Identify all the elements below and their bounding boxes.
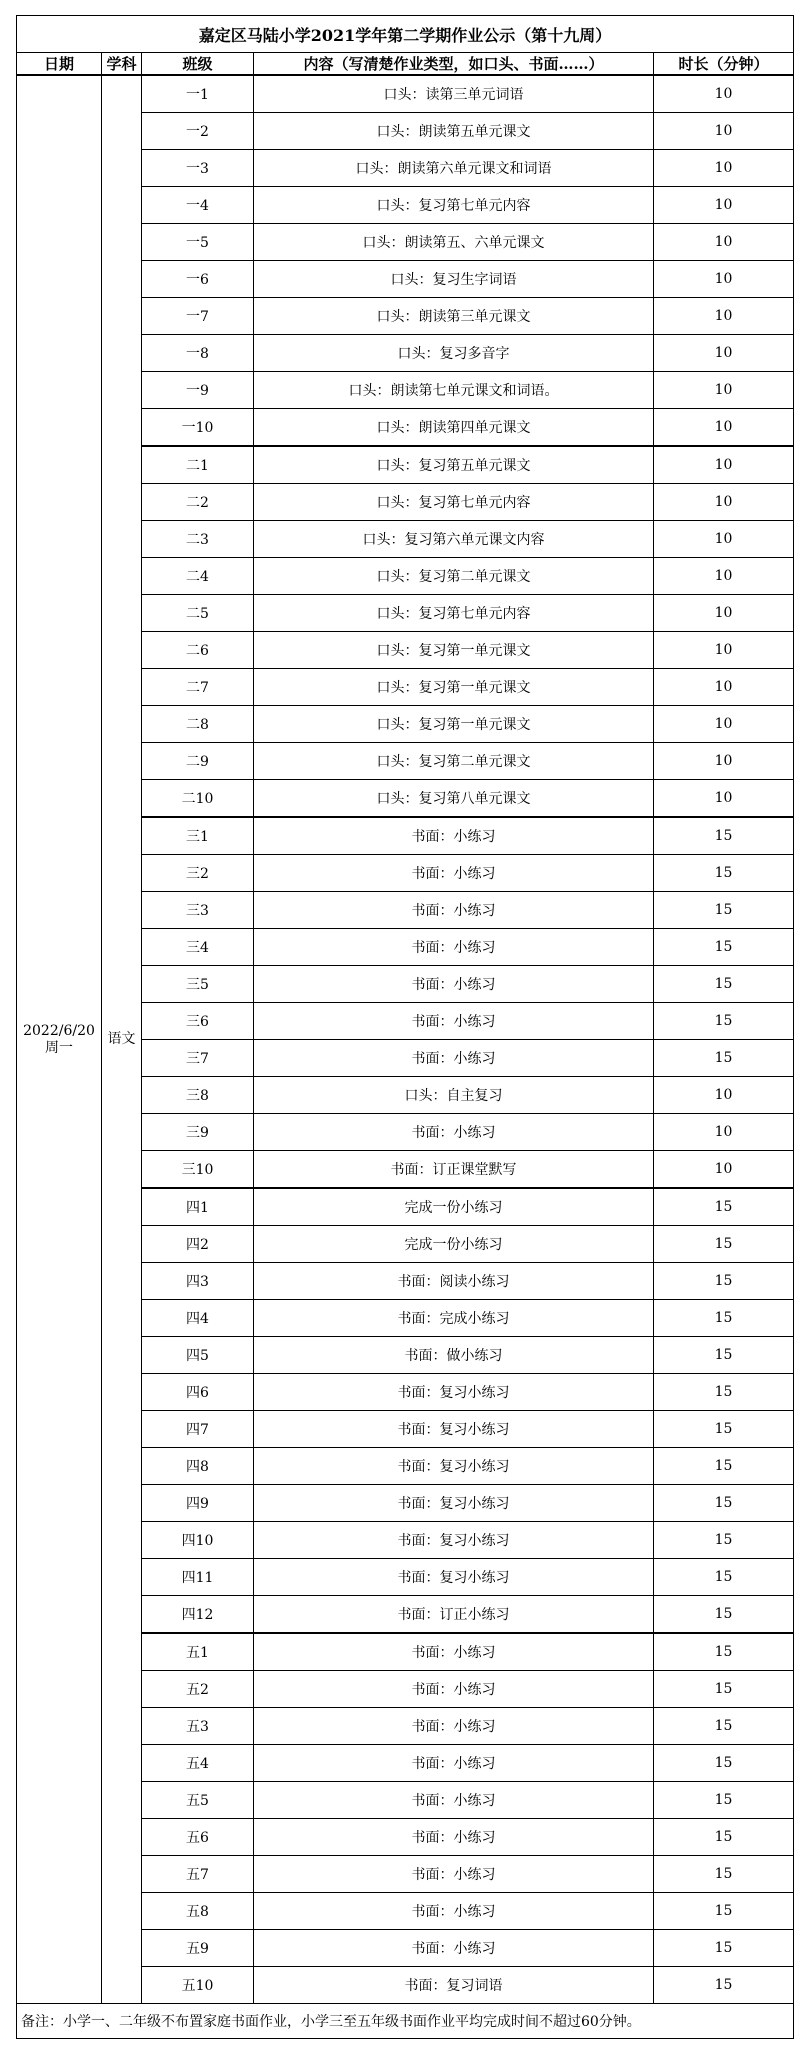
duration-cell: 10 [654, 298, 794, 335]
class-cell: 五9 [142, 1930, 254, 1967]
content-cell: 口头：朗读第四单元课文 [254, 409, 654, 447]
class-cell: 一3 [142, 150, 254, 187]
duration-cell: 15 [654, 892, 794, 929]
class-cell: 四11 [142, 1559, 254, 1596]
duration-cell: 15 [654, 966, 794, 1003]
content-cell: 书面：小练习 [254, 1819, 654, 1856]
content-cell: 完成一份小练习 [254, 1226, 654, 1263]
header-subject: 学科 [102, 53, 142, 76]
footnote: 备注：小学一、二年级不布置家庭书面作业，小学三至五年级书面作业平均完成时间不超过60分钟。 [17, 2004, 794, 2039]
class-cell: 四12 [142, 1596, 254, 1634]
duration-cell: 15 [654, 1300, 794, 1337]
class-cell: 三8 [142, 1077, 254, 1114]
note-row [17, 2004, 794, 2039]
content-cell: 书面：小练习 [254, 1856, 654, 1893]
duration-cell: 15 [654, 1633, 794, 1671]
duration-cell: 15 [654, 1448, 794, 1485]
class-cell: 三1 [142, 817, 254, 855]
class-cell: 二4 [142, 558, 254, 595]
duration-cell: 10 [654, 1077, 794, 1114]
class-cell: 五8 [142, 1893, 254, 1930]
duration-cell: 15 [654, 1485, 794, 1522]
duration-cell: 15 [654, 1374, 794, 1411]
content-cell: 口头：朗读第七单元课文和词语。 [254, 372, 654, 409]
duration-cell: 10 [654, 780, 794, 818]
class-cell: 二2 [142, 484, 254, 521]
content-cell: 口头：复习第二单元课文 [254, 558, 654, 595]
content-cell: 口头：复习第七单元内容 [254, 595, 654, 632]
class-cell: 二9 [142, 743, 254, 780]
header-class: 班级 [142, 53, 254, 76]
duration-cell: 15 [654, 1819, 794, 1856]
class-cell: 一9 [142, 372, 254, 409]
duration-cell: 15 [654, 1671, 794, 1708]
content-cell: 口头：朗读第五、六单元课文 [254, 224, 654, 261]
content-cell: 口头：复习第一单元课文 [254, 706, 654, 743]
duration-cell: 15 [654, 1040, 794, 1077]
duration-cell: 10 [654, 632, 794, 669]
duration-cell: 10 [654, 743, 794, 780]
duration-cell: 15 [654, 1337, 794, 1374]
duration-cell: 10 [654, 706, 794, 743]
content-cell: 书面：复习词语 [254, 1967, 654, 2004]
duration-cell: 15 [654, 1967, 794, 2004]
duration-cell: 15 [654, 1522, 794, 1559]
content-cell: 书面：订正小练习 [254, 1596, 654, 1634]
class-cell: 二1 [142, 446, 254, 484]
duration-cell: 10 [654, 1151, 794, 1189]
content-cell: 口头：复习第一单元课文 [254, 632, 654, 669]
class-cell: 一2 [142, 113, 254, 150]
content-cell: 口头：复习第八单元课文 [254, 780, 654, 818]
weekday-value: 周一 [45, 1039, 73, 1056]
duration-cell: 10 [654, 446, 794, 484]
content-cell: 书面：小练习 [254, 1114, 654, 1151]
class-cell: 二7 [142, 669, 254, 706]
duration-cell: 10 [654, 372, 794, 409]
duration-cell: 15 [654, 1226, 794, 1263]
content-cell: 书面：小练习 [254, 1633, 654, 1671]
class-cell: 五3 [142, 1708, 254, 1745]
duration-cell: 15 [654, 1745, 794, 1782]
duration-cell: 15 [654, 1708, 794, 1745]
duration-cell: 10 [654, 335, 794, 372]
content-cell: 口头：朗读第三单元课文 [254, 298, 654, 335]
class-cell: 五5 [142, 1782, 254, 1819]
content-cell: 书面：小练习 [254, 1745, 654, 1782]
class-cell: 三7 [142, 1040, 254, 1077]
class-cell: 一4 [142, 187, 254, 224]
content-cell: 书面：做小练习 [254, 1337, 654, 1374]
content-cell: 书面：小练习 [254, 855, 654, 892]
header-duration: 时长（分钟） [654, 53, 794, 76]
date-value: 2022/6/20 [23, 1022, 95, 1039]
duration-cell: 15 [654, 1188, 794, 1226]
header-date: 日期 [17, 53, 102, 76]
class-cell: 一6 [142, 261, 254, 298]
duration-cell: 15 [654, 1596, 794, 1634]
content-cell: 书面：小练习 [254, 892, 654, 929]
class-cell: 一8 [142, 335, 254, 372]
class-cell: 五4 [142, 1745, 254, 1782]
class-cell: 四8 [142, 1448, 254, 1485]
class-cell: 一7 [142, 298, 254, 335]
subject-cell: 语文 [102, 75, 142, 2004]
class-cell: 四3 [142, 1263, 254, 1300]
content-cell: 书面：复习小练习 [254, 1485, 654, 1522]
content-cell: 书面：小练习 [254, 1003, 654, 1040]
class-cell: 一5 [142, 224, 254, 261]
class-cell: 四5 [142, 1337, 254, 1374]
duration-cell: 10 [654, 187, 794, 224]
class-cell: 三4 [142, 929, 254, 966]
class-cell: 五6 [142, 1819, 254, 1856]
content-cell: 口头：朗读第五单元课文 [254, 113, 654, 150]
table-body [17, 75, 794, 2004]
content-cell: 书面：小练习 [254, 1671, 654, 1708]
class-cell: 三10 [142, 1151, 254, 1189]
class-cell: 四7 [142, 1411, 254, 1448]
duration-cell: 10 [654, 409, 794, 447]
content-cell: 书面：复习小练习 [254, 1374, 654, 1411]
class-cell: 三9 [142, 1114, 254, 1151]
content-cell: 口头：复习生字词语 [254, 261, 654, 298]
content-cell: 书面：复习小练习 [254, 1448, 654, 1485]
content-cell: 口头：复习第七单元内容 [254, 484, 654, 521]
duration-cell: 15 [654, 1893, 794, 1930]
class-cell: 二3 [142, 521, 254, 558]
homework-table [16, 15, 794, 2039]
content-cell: 书面：复习小练习 [254, 1522, 654, 1559]
content-cell: 口头：读第三单元词语 [254, 75, 654, 113]
content-cell: 书面：小练习 [254, 966, 654, 1003]
content-cell: 书面：复习小练习 [254, 1559, 654, 1596]
duration-cell: 10 [654, 224, 794, 261]
class-cell: 三2 [142, 855, 254, 892]
duration-cell: 10 [654, 261, 794, 298]
duration-cell: 15 [654, 1003, 794, 1040]
duration-cell: 15 [654, 1930, 794, 1967]
class-cell: 五1 [142, 1633, 254, 1671]
duration-cell: 10 [654, 1114, 794, 1151]
content-cell: 口头：复习第一单元课文 [254, 669, 654, 706]
title-row [17, 16, 794, 53]
content-cell: 书面：小练习 [254, 1708, 654, 1745]
content-cell: 口头：朗读第六单元课文和词语 [254, 150, 654, 187]
content-cell: 口头：复习第五单元课文 [254, 446, 654, 484]
table-title: 嘉定区马陆小学2021学年第二学期作业公示（第十九周） [17, 16, 794, 53]
duration-cell: 10 [654, 75, 794, 113]
content-cell: 口头：复习第七单元内容 [254, 187, 654, 224]
class-cell: 二6 [142, 632, 254, 669]
class-cell: 二10 [142, 780, 254, 818]
duration-cell: 15 [654, 1856, 794, 1893]
class-cell: 三6 [142, 1003, 254, 1040]
class-cell: 三3 [142, 892, 254, 929]
class-cell: 四10 [142, 1522, 254, 1559]
class-cell: 五7 [142, 1856, 254, 1893]
content-cell: 书面：完成小练习 [254, 1300, 654, 1337]
class-cell: 四4 [142, 1300, 254, 1337]
header-row [17, 53, 794, 76]
class-cell: 四9 [142, 1485, 254, 1522]
duration-cell: 10 [654, 521, 794, 558]
duration-cell: 10 [654, 113, 794, 150]
duration-cell: 15 [654, 1411, 794, 1448]
class-cell: 三5 [142, 966, 254, 1003]
class-cell: 一10 [142, 409, 254, 447]
duration-cell: 15 [654, 929, 794, 966]
content-cell: 书面：小练习 [254, 929, 654, 966]
class-cell: 二5 [142, 595, 254, 632]
class-cell: 一1 [142, 75, 254, 113]
duration-cell: 10 [654, 484, 794, 521]
duration-cell: 10 [654, 150, 794, 187]
class-cell: 五2 [142, 1671, 254, 1708]
duration-cell: 15 [654, 817, 794, 855]
duration-cell: 15 [654, 855, 794, 892]
content-cell: 口头：自主复习 [254, 1077, 654, 1114]
duration-cell: 15 [654, 1782, 794, 1819]
duration-cell: 15 [654, 1559, 794, 1596]
class-cell: 四2 [142, 1226, 254, 1263]
class-cell: 五10 [142, 1967, 254, 2004]
content-cell: 书面：小练习 [254, 1930, 654, 1967]
duration-cell: 15 [654, 1263, 794, 1300]
duration-cell: 10 [654, 595, 794, 632]
content-cell: 书面：阅读小练习 [254, 1263, 654, 1300]
content-cell: 口头：复习多音字 [254, 335, 654, 372]
content-cell: 书面：小练习 [254, 817, 654, 855]
content-cell: 完成一份小练习 [254, 1188, 654, 1226]
class-cell: 四6 [142, 1374, 254, 1411]
class-cell: 四1 [142, 1188, 254, 1226]
content-cell: 书面：复习小练习 [254, 1411, 654, 1448]
content-cell: 书面：小练习 [254, 1040, 654, 1077]
table-row [17, 75, 794, 113]
content-cell: 书面：小练习 [254, 1893, 654, 1930]
content-cell: 书面：小练习 [254, 1782, 654, 1819]
date-cell [17, 75, 102, 2004]
content-cell: 口头：复习第六单元课文内容 [254, 521, 654, 558]
duration-cell: 10 [654, 669, 794, 706]
content-cell: 书面：订正课堂默写 [254, 1151, 654, 1189]
duration-cell: 10 [654, 558, 794, 595]
content-cell: 口头：复习第二单元课文 [254, 743, 654, 780]
header-content: 内容（写清楚作业类型，如口头、书面……） [254, 53, 654, 76]
class-cell: 二8 [142, 706, 254, 743]
